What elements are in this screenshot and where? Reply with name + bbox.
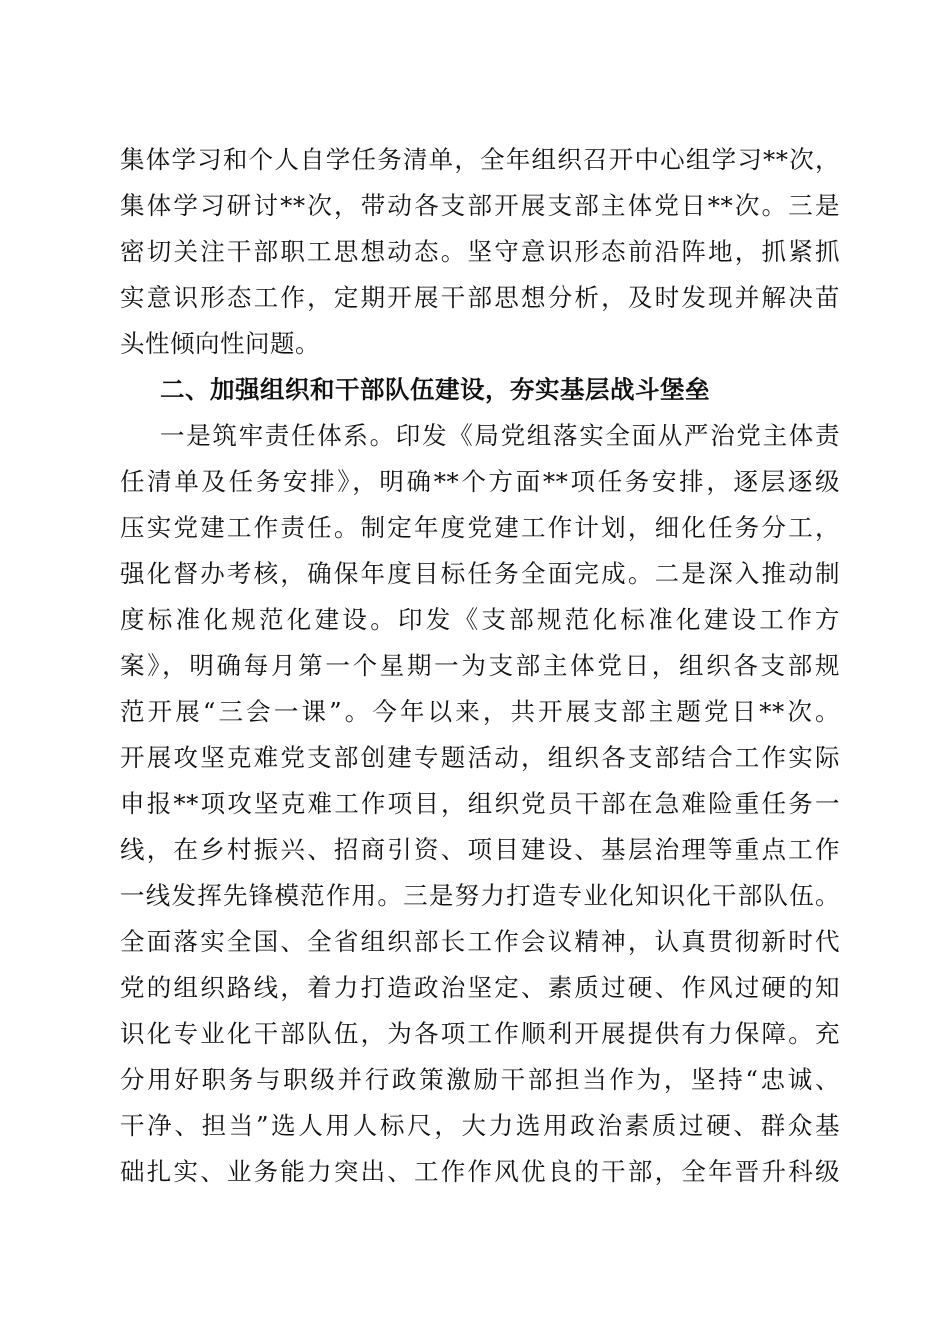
paragraph-line: 度标准化规范化建设。印发《支部规范化标准化建设工作方 xyxy=(120,605,840,634)
paragraph-line: 干净、担当”选人用人标尺，大力选用政治素质过硬、群众基 xyxy=(120,1111,840,1140)
paragraph-line: 强化督办考核，确保年度目标任务全面完成。二是深入推动制 xyxy=(120,559,840,588)
paragraph-line: 一线发挥先锋模范作用。三是努力打造专业化知识化干部队伍。 xyxy=(120,881,840,910)
paragraph-line: 头性倾向性问题。 xyxy=(120,329,320,358)
paragraph-line: 密切关注干部职工思想动态。坚守意识形态前沿阵地，抓紧抓 xyxy=(120,237,840,266)
paragraph-line: 申报**项攻坚克难工作项目，组织党员干部在急难险重任务一 xyxy=(120,789,840,818)
paragraph-line: 集体学习和个人自学任务清单，全年组织召开中心组学习**次， xyxy=(120,145,840,174)
paragraph-line: 分用好职务与职级并行政策激励干部担当作为，坚持“忠诚、 xyxy=(120,1065,840,1094)
paragraph-line: 任清单及任务安排》，明确**个方面**项任务安排，逐层逐级 xyxy=(120,467,840,496)
paragraph-line: 一是筑牢责任体系。印发《局党组落实全面从严治党主体责 xyxy=(160,421,840,450)
paragraph-line: 全面落实全国、全省组织部长工作会议精神，认真贯彻新时代 xyxy=(120,927,840,956)
paragraph-line: 实意识形态工作，定期开展干部思想分析，及时发现并解决苗 xyxy=(120,283,840,312)
paragraph-line: 础扎实、业务能力突出、工作作风优良的干部，全年晋升科级 xyxy=(120,1157,840,1186)
paragraph-line: 范开展“三会一课”。今年以来，共开展支部主题党日**次。 xyxy=(120,697,840,726)
paragraph-line: 党的组织路线，着力打造政治坚定、素质过硬、作风过硬的知 xyxy=(120,973,840,1002)
paragraph-line: 集体学习研讨**次，带动各支部开展支部主体党日**次。三是 xyxy=(120,191,840,220)
paragraph-line: 案》，明确每月第一个星期一为支部主体党日，组织各支部规 xyxy=(120,651,840,680)
paragraph-line: 开展攻坚克难党支部创建专题活动，组织各支部结合工作实际 xyxy=(120,743,840,772)
paragraph-line: 压实党建工作责任。制定年度党建工作计划，细化任务分工， xyxy=(120,513,840,542)
section-heading: 二、加强组织和干部队伍建设，夯实基层战斗堡垒 xyxy=(160,375,710,404)
paragraph-line: 识化专业化干部队伍，为各项工作顺利开展提供有力保障。充 xyxy=(120,1019,840,1048)
paragraph-line: 线，在乡村振兴、招商引资、项目建设、基层治理等重点工作 xyxy=(120,835,840,864)
